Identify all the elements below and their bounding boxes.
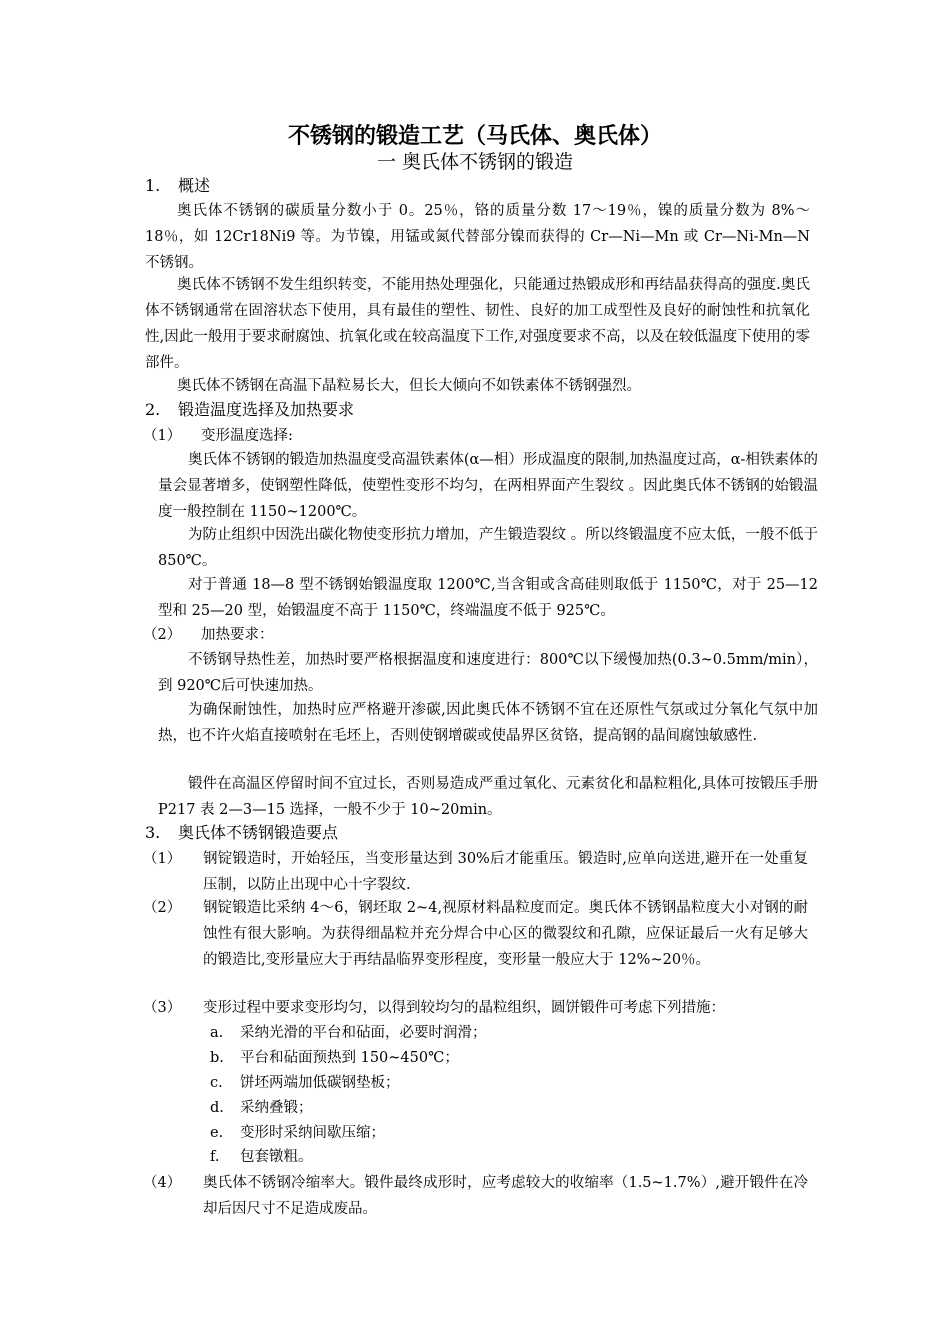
section-2-heading xyxy=(145,400,354,420)
measure-text: 包套镦粗。 xyxy=(240,1149,313,1165)
paragraph: 对于普通 18—8 型不锈钢始锻温度取 1200℃,当含钼或含高硅则取低于 1150℃，对于 25—12 型和 25—20 型，始锻温度不高于 1150℃，终端温度不低于 925℃。 xyxy=(158,577,818,619)
measure-letter: f. xyxy=(210,1149,220,1165)
measure-letter: e. xyxy=(210,1125,224,1141)
subsection-label: 加热要求： xyxy=(201,627,274,643)
section-number: 1. xyxy=(145,176,161,195)
paragraph: 锻件在高温区停留时间不宜过长，否则易造成严重过氧化、元素贫化和晶粒粗化,具体可按锻压手册 P217 表 2—3—15 选择，一般不少于 10~20min。 xyxy=(158,776,818,818)
paragraph: 不锈钢导热性差，加热时要严格根据温度和速度进行：800℃以下缓慢加热(0.3~0.5mm/min），到 920℃后可快速加热。 xyxy=(158,652,818,694)
subsection-number: （1） xyxy=(143,428,182,444)
section-number: 3. xyxy=(145,823,161,842)
measure-text: 采纳光滑的平台和砧面，必要时润滑； xyxy=(240,1025,487,1041)
item-number: （1） xyxy=(143,851,182,867)
measure-text: 饼坯两端加低碳钢垫板； xyxy=(240,1075,400,1091)
item-number: （3） xyxy=(143,1000,182,1016)
measure-item xyxy=(210,1121,385,1145)
section-1-heading xyxy=(145,176,210,196)
paragraph: 为防止组织中因洗出碳化物使变形抗力增加，产生锻造裂纹 。所以终锻温度不应太低，一般不低于 850℃。 xyxy=(158,527,818,569)
measure-item xyxy=(210,1145,313,1169)
section-number: 2. xyxy=(145,400,161,419)
measure-letter: d. xyxy=(210,1100,224,1116)
section-title: 概述 xyxy=(178,176,211,195)
subsection-heading xyxy=(143,424,293,448)
section-title: 锻造温度选择及加热要求 xyxy=(178,400,355,419)
paragraph: 奥氏体不锈钢在高温下晶粒易长大，但长大倾向不如铁素体不锈钢强烈。 xyxy=(177,378,641,394)
section-title: 奥氏体不锈钢锻造要点 xyxy=(178,823,339,842)
item-text: 钢锭锻造比采纳 4～6，钢坯取 2~4,视原材料晶粒度而定。奥氏体不锈钢晶粒度大小对钢的耐蚀性有很大影响。为获得细晶粒并充分焊合中心区的微裂纹和孔隙，应保证最后一火有足够大的锻造比,变形量应大于再结晶临界变形程度，变形量一般应大于 12%~20％。 xyxy=(203,900,808,968)
measure-item xyxy=(210,1021,487,1045)
item-number: （4） xyxy=(143,1175,182,1191)
measure-item xyxy=(210,1096,313,1120)
document-title: 不锈钢的锻造工艺（马氏体、奥氏体） xyxy=(287,124,662,149)
subsection-heading xyxy=(143,623,274,647)
measure-item xyxy=(210,1071,400,1095)
paragraph: 为确保耐蚀性，加热时应严格避开渗碳,因此奥氏体不锈钢不宜在还原性气氛或过分氧化气氛中加热，也不许火焰直接喷射在毛坯上，否则使钢增碳或使晶界区贫铬，提高钢的晶间腐蚀敏感性. xyxy=(158,702,818,744)
measure-item xyxy=(210,1046,459,1070)
measure-text: 平台和砧面预热到 150~450℃； xyxy=(240,1050,459,1066)
item-text: 变形过程中要求变形均匀，以得到较均匀的晶粒组织，圆饼锻件可考虑下列措施： xyxy=(203,1000,725,1016)
paragraph: 奥氏体不锈钢不发生组织转变，不能用热处理强化，只能通过热锻成形和再结晶获得高的强度.奥氏体不锈钢通常在固溶状态下使用，具有最佳的塑性、韧性、良好的加工成型性及良好的耐蚀性和抗氧化性,因此一般用于要求耐腐蚀、抗氧化或在较高温度下工作,对强度要求不高，以及在较低温度下使用的零部件。 xyxy=(145,277,810,371)
measure-letter: a. xyxy=(210,1025,224,1041)
measure-letter: b. xyxy=(210,1050,224,1066)
paragraph: 奥氏体不锈钢的碳质量分数小于 0。25％，铬的质量分数 17～19％，镍的质量分数为 8%～18％，如 12Cr18Ni9 等。为节镍，用锰或氮代替部分镍而获得的 Cr—Ni—Mn 或 Cr—Ni-Mn—N 不锈钢。 xyxy=(145,203,810,271)
subsection-label: 变形温度选择: xyxy=(201,428,293,444)
section-3-heading xyxy=(145,823,338,843)
item-text: 奥氏体不锈钢冷缩率大。锻件最终成形时，应考虑较大的收缩率（1.5~1.7%）,避开锻件在冷却后因尺寸不足造成废品。 xyxy=(203,1175,808,1217)
paragraph: 奥氏体不锈钢的锻造加热温度受高温铁素体(α—相）形成温度的限制,加热温度过高，α-相铁素体的量会显著增多，使钢塑性降低，使塑性变形不均匀，在两相界面产生裂纹 。因此奥氏体不锈钢的始锻温度一般控制在 1150~1200℃。 xyxy=(158,452,818,520)
measure-text: 变形时采纳间歇压缩； xyxy=(240,1125,385,1141)
item-text: 钢锭锻造时，开始轻压，当变形量达到 30%后才能重压。锻造时,应单向送进,避开在一处重复压制，以防止出现中心十字裂纹. xyxy=(203,851,808,893)
measure-text: 采纳叠锻； xyxy=(240,1100,313,1116)
subsection-number: （2） xyxy=(143,627,182,643)
item-number: （2） xyxy=(143,900,182,916)
measure-letter: c. xyxy=(210,1075,223,1091)
document-subtitle: 一 奥氏体不锈钢的锻造 xyxy=(376,151,574,173)
